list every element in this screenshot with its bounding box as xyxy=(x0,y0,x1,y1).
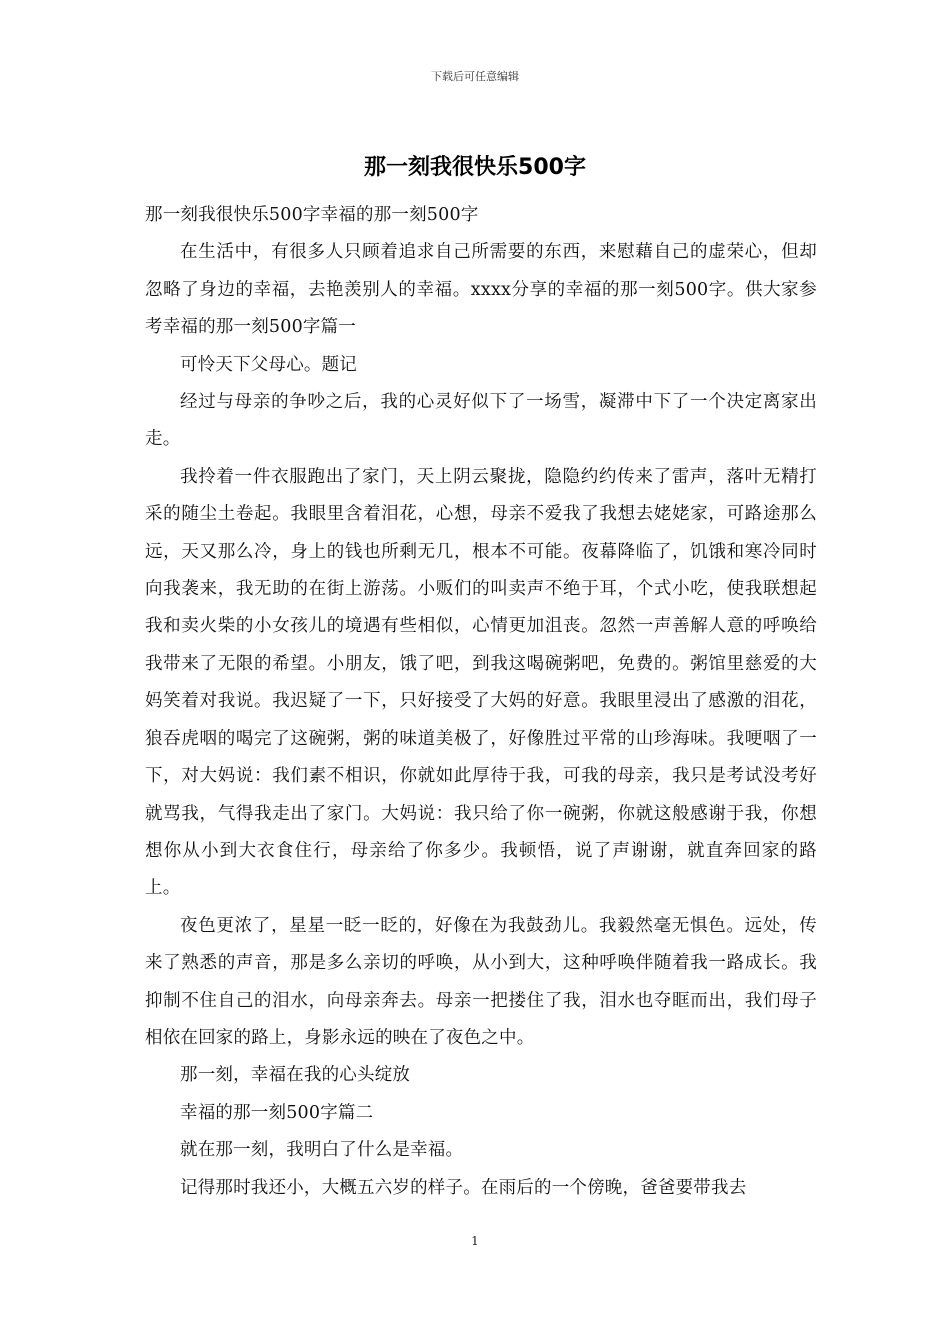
document-title: 那一刻我很快乐500字 xyxy=(364,155,586,180)
paragraph: 记得那时我还小，大概五六岁的样子。在雨后的一个傍晚，爸爸要带我去 xyxy=(180,1177,747,1198)
paragraph: 经过与母亲的争吵之后，我的心灵好似下了一场雪，凝滞中下了一个决定离家出走。 xyxy=(145,392,817,450)
paragraph: 那一刻我很快乐500字幸福的那一刻500字 xyxy=(145,205,479,225)
paragraph: 我拎着一件衣服跑出了家门，天上阴云聚拢，隐隐约约传来了雷声，落叶无精打采的随尘土卷起。我眼里含着泪花，心想，母亲不爱我了我想去姥姥家，可路途那么远，天又那么冷，身上的钱也所剩无几，根本不可能。夜幕降临了，饥饿和寒冷同时向我袭来，我无助的在街上游荡。小贩们的叫卖声不绝于耳，个式小吃，使我联想起我和卖火柴的小女孩儿的境遇有些相似，心情更加沮丧。忽然一声善解人意的呼唤给我带来了无限的希望。小朋友，饿了吧，到我这喝碗粥吧，免费的。粥馆里慈爱的大妈笑着对我说。我迟疑了一下，只好接受了大妈的好意。我眼里浸出了感激的泪花，狼吞虎咽的喝完了这碗粥，粥的味道美极了，好像胜过平常的山珍海味。我哽咽了一下，对大妈说：我们素不相识，你就如此厚待于我，可我的母亲，我只是考试没考好就骂我，气得我走出了家门。大妈说：我只给了你一碗粥，你就这般感谢于我，你想想你从小到大衣食住行，母亲给了你多少。我顿悟，说了声谢谢，就直奔回家的路上。 xyxy=(145,466,817,899)
paragraph: 就在那一刻，我明白了什么是幸福。 xyxy=(180,1140,464,1161)
page-number: 1 xyxy=(471,1234,479,1248)
document-body xyxy=(145,197,817,1207)
header-note: 下载后可任意编辑 xyxy=(431,70,519,83)
paragraph: 在生活中，有很多人只顾着追求自己所需要的东西，来慰藉自己的虚荣心，但却忽略了身边的幸福，去艳羡别人的幸福。xxxx分享的幸福的那一刻500字。供大家参考幸福的那一刻500字篇一 xyxy=(145,242,817,338)
paragraph: 那一刻，幸福在我的心头绽放 xyxy=(180,1065,411,1086)
paragraph: 幸福的那一刻500字篇二 xyxy=(180,1102,374,1123)
paragraph: 夜色更浓了，星星一眨一眨的，好像在为我鼓劲儿。我毅然毫无惧色。远处，传来了熟悉的声音，那是多么亲切的呼唤，从小到大，这种呼唤伴随着我一路成长。我抑制不住自己的泪水，向母亲奔去。母亲一把搂住了我，泪水也夺眶而出，我们母子相依在回家的路上，身影永远的映在了夜色之中。 xyxy=(145,915,817,1048)
paragraph: 可怜天下父母心。题记 xyxy=(180,354,357,375)
